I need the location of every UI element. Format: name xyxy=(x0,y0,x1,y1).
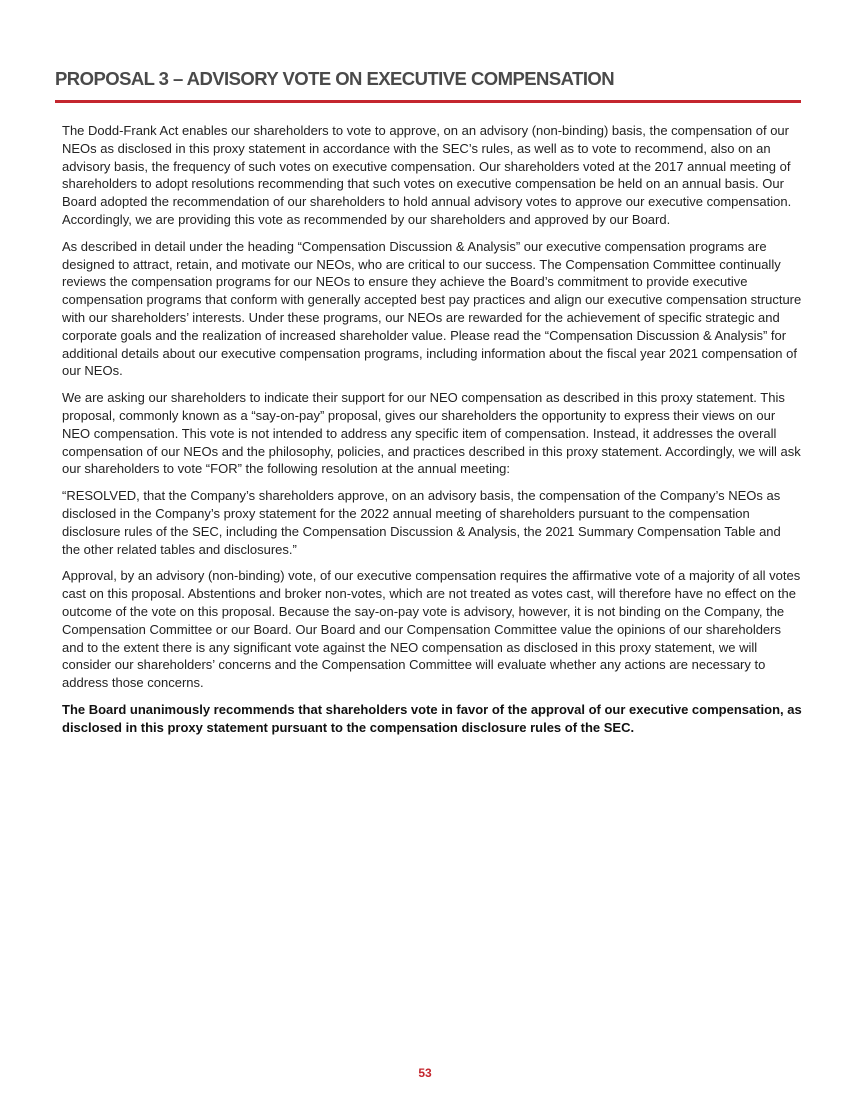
paragraph-resolution: “RESOLVED, that the Company’s shareholders approve, on an advisory basis, the compensation of the Company’s NEOs as disclosed in the Company’s proxy statement for the 2022 annual meeting of shareholders pursuant to the compensation disclosure rules of the SEC, including the Compensation Discussion & Analysis, the 2021 Summary Compensation Table and the other related tables and disclosures.” xyxy=(62,488,781,557)
page-title: PROPOSAL 3 – ADVISORY VOTE ON EXECUTIVE COMPENSATION xyxy=(55,68,615,89)
paragraph-compensation-programs: As described in detail under the heading “Compensation Discussion & Analysis” our executive compensation programs are designed to attract, retain, and motivate our NEOs, who are critical to our success. The Compensation Committee continually reviews the compensation programs for our NEOs to ensure they achieve the Board’s commitment to provide executive compensation programs that conform with generally accepted best pay practices and align our executive compensation structure with our shareholders’ interests. Under these programs, our NEOs are rewarded for the achievement of specific strategic and corporate goals and the realization of increased shareholder value. Please read the “Compensation Discussion & Analysis” for additional details about our executive compensation programs, including information about the fiscal year 2021 compensation of our NEOs. xyxy=(62,238,802,379)
page-number: 53 xyxy=(418,1066,432,1080)
paragraph-approval-requirements: Approval, by an advisory (non-binding) vote, of our executive compensation requires the affirmative vote of a majority of all votes cast on this proposal. Abstentions and broker non-votes, which are not treated as votes cast, will therefore have no effect on the outcome of the vote on this proposal. Because the say-on-pay vote is advisory, however, it is not binding on the Company, the Compensation Committee or our Board. Our Board and our Compensation Committee value the opinions of our shareholders and to the extent there is any significant vote against the NEO compensation as disclosed in this proxy statement, we will consider our shareholders’ concerns and the Compensation Committee will evaluate whether any actions are necessary to address those concerns. xyxy=(62,568,801,691)
paragraph-say-on-pay: We are asking our shareholders to indicate their support for our NEO compensation as described in this proxy statement. This proposal, commonly known as a “say-on-pay” proposal, gives our shareholders the opportunity to express their views on our NEO compensation. This vote is not intended to address any specific item of compensation. Instead, it addresses the overall compensation of our NEOs and the philosophy, policies, and practices described in this proxy statement. Accordingly, we will ask our shareholders to vote “FOR” the following resolution at the annual meeting: xyxy=(62,390,801,477)
proposal-body xyxy=(62,122,802,746)
title-divider xyxy=(55,100,801,103)
board-recommendation: The Board unanimously recommends that shareholders vote in favor of the approval of our executive compensation, as disclosed in this proxy statement pursuant to the compensation disclosure rules of the SEC. xyxy=(62,701,802,735)
paragraph-dodd-frank: The Dodd-Frank Act enables our shareholders to vote to approve, on an advisory (non-binding) basis, the compensation of our NEOs as disclosed in this proxy statement in accordance with the SEC’s rules, as well as to vote to recommend, also on an advisory basis, the frequency of such votes on executive compensation. Our shareholders voted at the 2017 annual meeting of shareholders to adopt resolutions recommending that such votes on executive compensation be held on an annual basis. Our Board adopted the recommendation of our shareholders to hold annual advisory votes to approve our executive compensation. Accordingly, we are providing this vote as recommended by our shareholders and approved by our Board. xyxy=(62,123,792,227)
